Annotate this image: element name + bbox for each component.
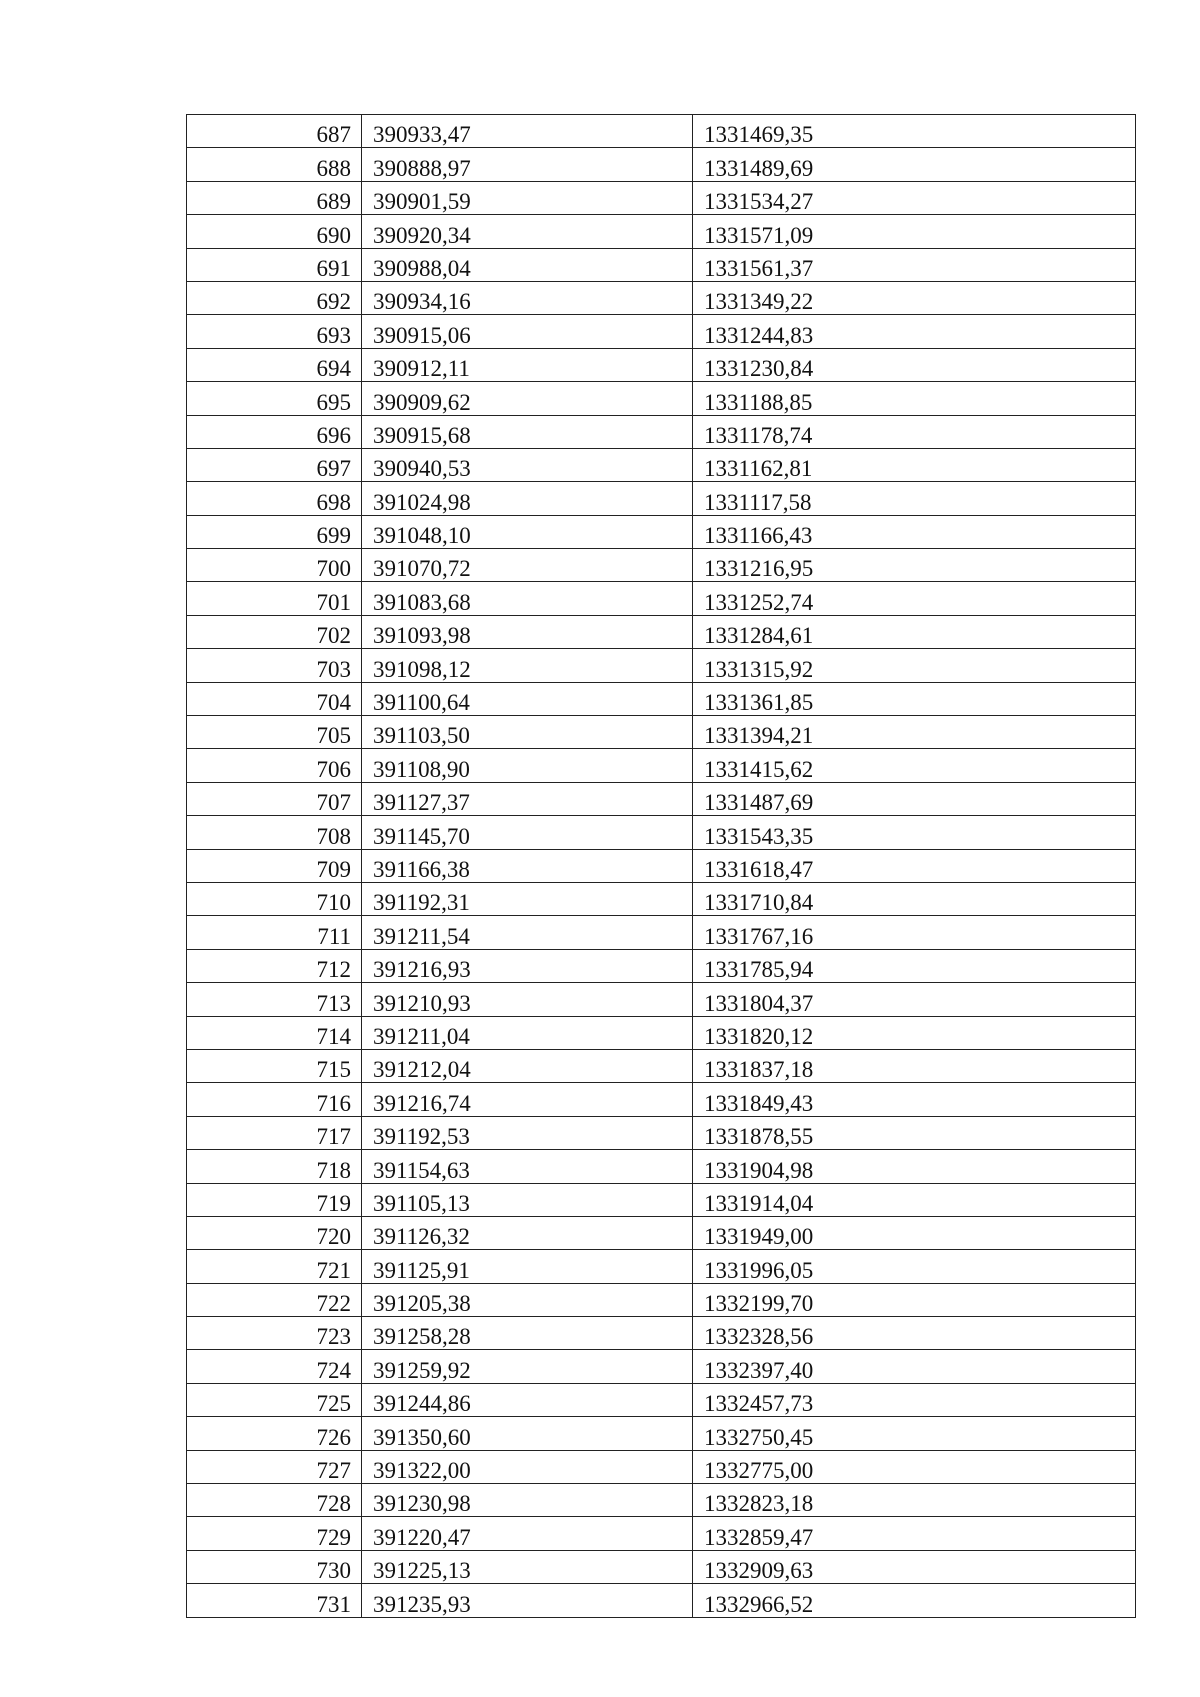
point-number-cell: 718 (187, 1150, 362, 1183)
y-coordinate-cell: 1331349,22 (693, 281, 1136, 314)
x-coordinate-cell: 391212,04 (362, 1049, 693, 1082)
point-number-cell: 701 (187, 582, 362, 615)
y-coordinate-cell: 1331178,74 (693, 415, 1136, 448)
y-coordinate-cell: 1331244,83 (693, 315, 1136, 348)
table-row (187, 115, 1136, 148)
y-coordinate-cell: 1331837,18 (693, 1049, 1136, 1082)
table-row (187, 315, 1136, 348)
table-row (187, 448, 1136, 481)
table-row (187, 582, 1136, 615)
point-number-cell: 702 (187, 615, 362, 648)
y-coordinate-cell: 1332909,63 (693, 1550, 1136, 1583)
point-number-cell: 728 (187, 1484, 362, 1517)
x-coordinate-cell: 391350,60 (362, 1417, 693, 1450)
x-coordinate-cell: 391205,38 (362, 1283, 693, 1316)
x-coordinate-cell: 391024,98 (362, 482, 693, 515)
y-coordinate-cell: 1331415,62 (693, 749, 1136, 782)
table-row (187, 382, 1136, 415)
table-row (187, 1216, 1136, 1249)
y-coordinate-cell: 1331162,81 (693, 448, 1136, 481)
y-coordinate-cell: 1331561,37 (693, 248, 1136, 281)
x-coordinate-cell: 391258,28 (362, 1317, 693, 1350)
table-row (187, 1517, 1136, 1550)
table-row (187, 415, 1136, 448)
table-row (187, 649, 1136, 682)
table-row (187, 716, 1136, 749)
point-number-cell: 709 (187, 849, 362, 882)
x-coordinate-cell: 390988,04 (362, 248, 693, 281)
point-number-cell: 699 (187, 515, 362, 548)
point-number-cell: 689 (187, 181, 362, 214)
x-coordinate-cell: 391322,00 (362, 1450, 693, 1483)
y-coordinate-cell: 1331117,58 (693, 482, 1136, 515)
x-coordinate-cell: 390915,68 (362, 415, 693, 448)
point-number-cell: 708 (187, 816, 362, 849)
point-number-cell: 703 (187, 649, 362, 682)
x-coordinate-cell: 391126,32 (362, 1216, 693, 1249)
table-row (187, 782, 1136, 815)
y-coordinate-cell: 1331361,85 (693, 682, 1136, 715)
table-row (187, 682, 1136, 715)
point-number-cell: 716 (187, 1083, 362, 1116)
y-coordinate-cell: 1332199,70 (693, 1283, 1136, 1316)
coordinate-table-body (187, 115, 1136, 1618)
table-row (187, 749, 1136, 782)
y-coordinate-cell: 1331571,09 (693, 215, 1136, 248)
y-coordinate-cell: 1332966,52 (693, 1584, 1136, 1617)
x-coordinate-cell: 391125,91 (362, 1250, 693, 1283)
x-coordinate-cell: 391216,74 (362, 1083, 693, 1116)
x-coordinate-cell: 391048,10 (362, 515, 693, 548)
y-coordinate-cell: 1331487,69 (693, 782, 1136, 815)
y-coordinate-cell: 1331469,35 (693, 115, 1136, 148)
x-coordinate-cell: 391100,64 (362, 682, 693, 715)
point-number-cell: 694 (187, 348, 362, 381)
x-coordinate-cell: 391244,86 (362, 1383, 693, 1416)
y-coordinate-cell: 1331949,00 (693, 1216, 1136, 1249)
table-row (187, 482, 1136, 515)
x-coordinate-cell: 391235,93 (362, 1584, 693, 1617)
x-coordinate-cell: 391145,70 (362, 816, 693, 849)
x-coordinate-cell: 391154,63 (362, 1150, 693, 1183)
y-coordinate-cell: 1332328,56 (693, 1317, 1136, 1350)
x-coordinate-cell: 390940,53 (362, 448, 693, 481)
y-coordinate-cell: 1331804,37 (693, 983, 1136, 1016)
x-coordinate-cell: 391070,72 (362, 549, 693, 582)
point-number-cell: 731 (187, 1584, 362, 1617)
coordinate-table (186, 114, 1136, 1618)
x-coordinate-cell: 390915,06 (362, 315, 693, 348)
x-coordinate-cell: 390920,34 (362, 215, 693, 248)
point-number-cell: 690 (187, 215, 362, 248)
table-row (187, 1584, 1136, 1617)
point-number-cell: 719 (187, 1183, 362, 1216)
x-coordinate-cell: 390909,62 (362, 382, 693, 415)
y-coordinate-cell: 1331618,47 (693, 849, 1136, 882)
y-coordinate-cell: 1331904,98 (693, 1150, 1136, 1183)
point-number-cell: 714 (187, 1016, 362, 1049)
point-number-cell: 697 (187, 448, 362, 481)
table-row (187, 1049, 1136, 1082)
y-coordinate-cell: 1332775,00 (693, 1450, 1136, 1483)
table-row (187, 181, 1136, 214)
point-number-cell: 723 (187, 1317, 362, 1350)
point-number-cell: 727 (187, 1450, 362, 1483)
x-coordinate-cell: 391225,13 (362, 1550, 693, 1583)
y-coordinate-cell: 1331534,27 (693, 181, 1136, 214)
x-coordinate-cell: 391166,38 (362, 849, 693, 882)
x-coordinate-cell: 390934,16 (362, 281, 693, 314)
table-row (187, 1083, 1136, 1116)
y-coordinate-cell: 1331230,84 (693, 348, 1136, 381)
x-coordinate-cell: 391105,13 (362, 1183, 693, 1216)
x-coordinate-cell: 391108,90 (362, 749, 693, 782)
y-coordinate-cell: 1331710,84 (693, 882, 1136, 915)
point-number-cell: 712 (187, 949, 362, 982)
table-row (187, 1183, 1136, 1216)
point-number-cell: 724 (187, 1350, 362, 1383)
point-number-cell: 704 (187, 682, 362, 715)
table-row (187, 215, 1136, 248)
x-coordinate-cell: 391192,31 (362, 882, 693, 915)
point-number-cell: 717 (187, 1116, 362, 1149)
table-row (187, 1150, 1136, 1183)
y-coordinate-cell: 1331489,69 (693, 148, 1136, 181)
point-number-cell: 688 (187, 148, 362, 181)
table-row (187, 849, 1136, 882)
y-coordinate-cell: 1331849,43 (693, 1083, 1136, 1116)
table-row (187, 1016, 1136, 1049)
point-number-cell: 722 (187, 1283, 362, 1316)
table-row (187, 882, 1136, 915)
point-number-cell: 698 (187, 482, 362, 515)
y-coordinate-cell: 1331216,95 (693, 549, 1136, 582)
point-number-cell: 707 (187, 782, 362, 815)
table-row (187, 148, 1136, 181)
point-number-cell: 687 (187, 115, 362, 148)
y-coordinate-cell: 1331166,43 (693, 515, 1136, 548)
point-number-cell: 725 (187, 1383, 362, 1416)
y-coordinate-cell: 1332397,40 (693, 1350, 1136, 1383)
table-row (187, 549, 1136, 582)
point-number-cell: 711 (187, 916, 362, 949)
table-row (187, 281, 1136, 314)
point-number-cell: 726 (187, 1417, 362, 1450)
y-coordinate-cell: 1331543,35 (693, 816, 1136, 849)
table-row (187, 515, 1136, 548)
y-coordinate-cell: 1332823,18 (693, 1484, 1136, 1517)
y-coordinate-cell: 1331767,16 (693, 916, 1136, 949)
y-coordinate-cell: 1331394,21 (693, 716, 1136, 749)
x-coordinate-cell: 391211,04 (362, 1016, 693, 1049)
x-coordinate-cell: 391098,12 (362, 649, 693, 682)
y-coordinate-cell: 1331820,12 (693, 1016, 1136, 1049)
table-row (187, 1383, 1136, 1416)
x-coordinate-cell: 390901,59 (362, 181, 693, 214)
table-row (187, 615, 1136, 648)
point-number-cell: 691 (187, 248, 362, 281)
point-number-cell: 713 (187, 983, 362, 1016)
point-number-cell: 706 (187, 749, 362, 782)
table-row (187, 248, 1136, 281)
y-coordinate-cell: 1332457,73 (693, 1383, 1136, 1416)
table-row (187, 816, 1136, 849)
x-coordinate-cell: 391220,47 (362, 1517, 693, 1550)
x-coordinate-cell: 391093,98 (362, 615, 693, 648)
point-number-cell: 693 (187, 315, 362, 348)
x-coordinate-cell: 391259,92 (362, 1350, 693, 1383)
table-row (187, 916, 1136, 949)
table-row (187, 1283, 1136, 1316)
point-number-cell: 720 (187, 1216, 362, 1249)
table-row (187, 1450, 1136, 1483)
x-coordinate-cell: 391127,37 (362, 782, 693, 815)
x-coordinate-cell: 390888,97 (362, 148, 693, 181)
point-number-cell: 692 (187, 281, 362, 314)
table-row (187, 1484, 1136, 1517)
y-coordinate-cell: 1331914,04 (693, 1183, 1136, 1216)
x-coordinate-cell: 391216,93 (362, 949, 693, 982)
point-number-cell: 700 (187, 549, 362, 582)
x-coordinate-cell: 391210,93 (362, 983, 693, 1016)
y-coordinate-cell: 1331252,74 (693, 582, 1136, 615)
point-number-cell: 705 (187, 716, 362, 749)
y-coordinate-cell: 1331315,92 (693, 649, 1136, 682)
y-coordinate-cell: 1331284,61 (693, 615, 1136, 648)
x-coordinate-cell: 391103,50 (362, 716, 693, 749)
x-coordinate-cell: 390912,11 (362, 348, 693, 381)
table-row (187, 1417, 1136, 1450)
y-coordinate-cell: 1332750,45 (693, 1417, 1136, 1450)
x-coordinate-cell: 391230,98 (362, 1484, 693, 1517)
table-row (187, 348, 1136, 381)
y-coordinate-cell: 1331878,55 (693, 1116, 1136, 1149)
point-number-cell: 730 (187, 1550, 362, 1583)
x-coordinate-cell: 390933,47 (362, 115, 693, 148)
table-row (187, 1317, 1136, 1350)
table-row (187, 1350, 1136, 1383)
x-coordinate-cell: 391211,54 (362, 916, 693, 949)
table-row (187, 949, 1136, 982)
y-coordinate-cell: 1332859,47 (693, 1517, 1136, 1550)
table-row (187, 1550, 1136, 1583)
point-number-cell: 710 (187, 882, 362, 915)
point-number-cell: 696 (187, 415, 362, 448)
x-coordinate-cell: 391083,68 (362, 582, 693, 615)
x-coordinate-cell: 391192,53 (362, 1116, 693, 1149)
table-row (187, 1250, 1136, 1283)
y-coordinate-cell: 1331996,05 (693, 1250, 1136, 1283)
y-coordinate-cell: 1331188,85 (693, 382, 1136, 415)
point-number-cell: 729 (187, 1517, 362, 1550)
table-row (187, 1116, 1136, 1149)
point-number-cell: 695 (187, 382, 362, 415)
point-number-cell: 715 (187, 1049, 362, 1082)
table-row (187, 983, 1136, 1016)
point-number-cell: 721 (187, 1250, 362, 1283)
y-coordinate-cell: 1331785,94 (693, 949, 1136, 982)
